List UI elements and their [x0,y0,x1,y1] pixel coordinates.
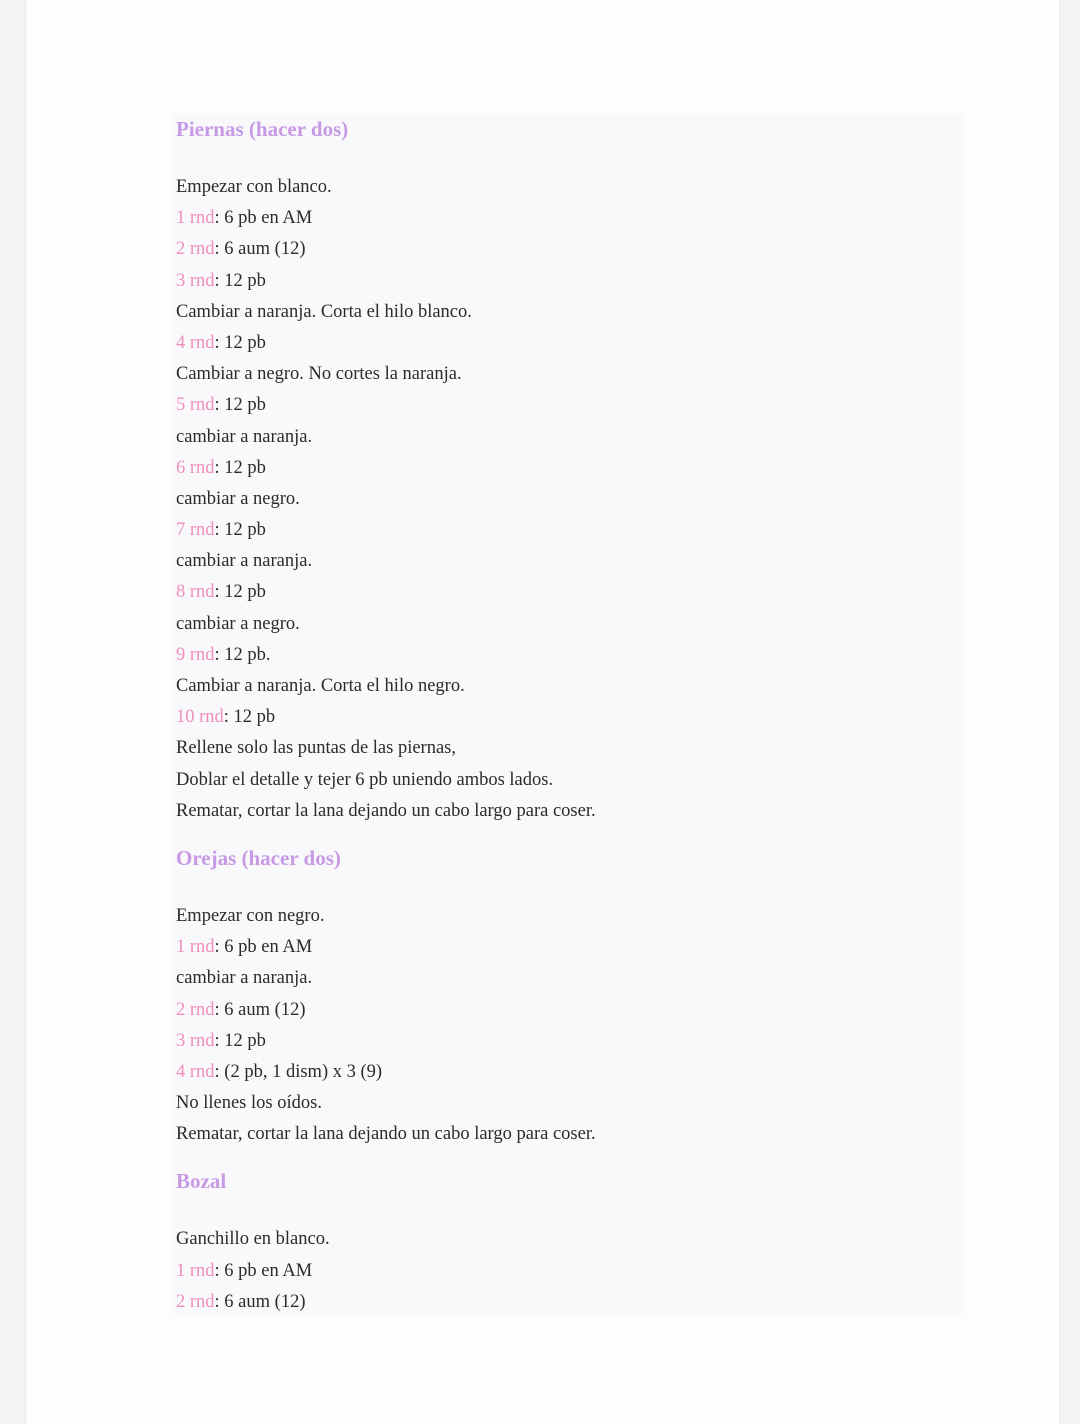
instruction-line [176,796,964,827]
instruction-line [176,234,964,265]
section-heading: Orejas (hacer dos) [176,845,341,870]
instruction-line [176,995,964,1026]
instruction-text: Doblar el detalle y tejer 6 pb uniendo ambos lados. [176,769,554,790]
instruction-line [176,266,964,297]
instruction-line [176,1119,964,1150]
round-label: 2 rnd [176,239,215,260]
instruction-line [176,1287,964,1318]
section-piernas [172,114,964,827]
instruction-text: : 6 pb en AM [214,1260,313,1281]
round-label: 2 rnd [176,1291,215,1312]
section-heading: Bozal [176,1169,227,1194]
instruction-text: : 12 pb [214,520,266,541]
instruction-text: Cambiar a naranja. Corta el hilo negro. [176,676,465,696]
instruction-line [176,297,964,328]
instruction-line [176,546,964,577]
instruction-line [176,702,964,733]
instruction-line [176,1088,964,1119]
instruction-text: : 12 pb. [214,644,271,665]
instruction-list [176,172,964,827]
round-label: 1 rnd [176,208,215,229]
instruction-line [176,932,964,963]
round-label: 4 rnd [176,1061,215,1082]
instruction-line [176,1256,964,1287]
instruction-text: Rematar, cortar la lana dejando un cabo largo para coser. [176,1124,596,1145]
instruction-text: : 12 pb [214,270,266,291]
instruction-line [176,422,964,453]
round-label: 7 rnd [176,520,215,541]
instruction-text: : 12 pb [223,707,276,728]
instruction-line [176,901,964,932]
instruction-line [176,453,964,484]
section-heading: Piernas (hacer dos) [176,117,349,141]
round-label: 2 rnd [176,999,215,1020]
round-label: 4 rnd [176,332,215,353]
instruction-text: cambiar a negro. [176,488,300,509]
instruction-line [176,963,964,994]
instruction-line [176,577,964,608]
instruction-line [176,484,964,515]
instruction-line [176,1224,964,1255]
instruction-text: cambiar a negro. [176,613,300,634]
round-label: 5 rnd [176,395,215,416]
instruction-text: Empezar con blanco. [176,177,332,197]
instruction-line [176,609,964,640]
instruction-line [176,390,964,421]
round-label: 9 rnd [176,644,215,665]
instruction-text: : 6 aum (12) [214,239,306,260]
instruction-text: : 12 pb [214,582,266,603]
instruction-text: No llenes los oídos. [176,1093,322,1114]
instruction-text: Cambiar a naranja. Corta el hilo blanco. [176,301,472,322]
round-label: 1 rnd [176,1260,215,1281]
instruction-text: : 6 aum (12) [214,1291,306,1312]
instruction-text: : (2 pb, 1 dism) x 3 (9) [214,1061,383,1082]
instruction-text: cambiar a naranja. [176,551,313,572]
section-orejas [172,843,964,1151]
instruction-text: Ganchillo en blanco. [176,1229,330,1250]
round-label: 8 rnd [176,582,215,603]
instruction-line [176,1057,964,1088]
instruction-text: Cambiar a negro. No cortes la naranja. [176,364,462,385]
instruction-line [176,1026,964,1057]
section-bozal [172,1166,964,1318]
instruction-line [176,733,964,764]
round-label: 3 rnd [176,1030,215,1051]
instruction-line [176,203,964,234]
instruction-line [176,172,964,203]
instruction-text: : 12 pb [214,1030,266,1051]
document-page [26,0,1059,1424]
round-label: 6 rnd [176,457,215,478]
instruction-line [176,359,964,390]
instruction-text: : 12 pb [214,457,266,478]
instruction-text: : 6 aum (12) [214,999,306,1020]
instruction-line [176,671,964,702]
instruction-line [176,328,964,359]
instruction-text: cambiar a naranja. [176,968,313,989]
instruction-text: Rellene solo las puntas de las piernas, [176,738,457,759]
instruction-line [176,640,964,671]
round-label: 1 rnd [176,937,215,958]
instruction-text: : 12 pb [214,395,266,416]
instruction-text: : 6 pb en AM [214,937,313,958]
instruction-list [176,901,964,1151]
round-label: 3 rnd [176,270,215,291]
pattern-content [172,114,964,1315]
instruction-text: Empezar con negro. [176,905,325,926]
instruction-line [176,765,964,796]
instruction-text: Rematar, cortar la lana dejando un cabo largo para coser. [176,800,596,821]
instruction-list [176,1224,964,1318]
instruction-line [176,515,964,546]
instruction-text: cambiar a naranja. [176,426,313,447]
instruction-text: : 12 pb [214,332,266,353]
instruction-text: : 6 pb en AM [214,208,313,229]
round-label: 10 rnd [176,707,224,728]
